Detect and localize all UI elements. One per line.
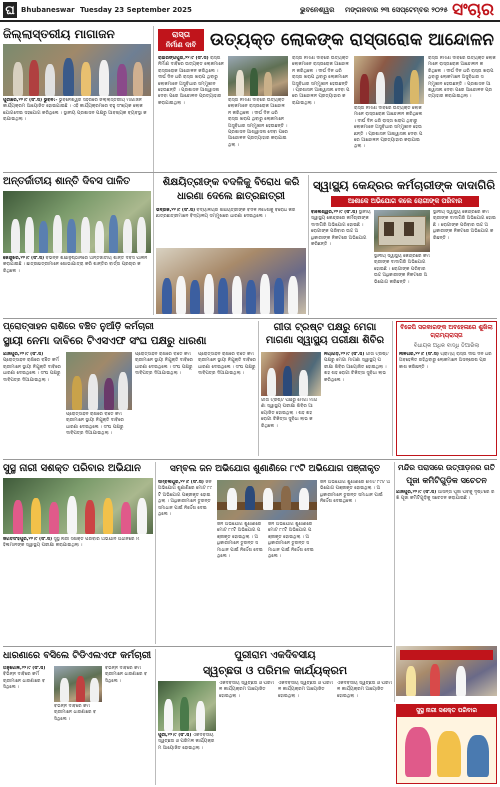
article-1-photo	[3, 44, 151, 96]
article-5-body-col1	[311, 210, 371, 314]
article-4-body	[156, 208, 306, 246]
article-2-body-col2: ରାସ୍ତା ନିର୍ମାଣ ଦାବିରେ ଉତ୍ୟକ୍ତ ଲୋକମାନେ ରାସ୍ତାରୋକ ଆନ୍ଦୋଳନ କରିଥିଲେ । ଦୀର୍ଘ ଦିନ ଧରି ରାସ୍ତା ଖରାପ ଥିବାରୁ ଲୋକମାନେ ଅସୁବିଧାର ସମ୍ମୁଖୀନ ହେଉଛନ୍ତି । ପ୍ରଶାସନ ଆଶ୍ୱାସନା ଦେବା ପରେ ଆନ୍ଦୋଳନ ପ୍ରତ୍ୟାହାର କରାଯାଇଥିଲା ।	[228, 98, 288, 148]
section-divider	[3, 646, 392, 647]
article-6-headline-1: ପ୍ରୋତ୍ସାହନ ରାଶିରେ ବଞ୍ଚିତ ନୁଆଁଡ଼ି କର୍ମଚାରୀ	[3, 322, 154, 332]
body-text: ବିଭିନ୍ନ ଶିକ୍ଷାନୁଷ୍ଠାନରେ ଅନ୍ତର୍ଜାତୀୟ ଶାନ୍ତି ଦିବସ ପାଳନ କରାଯାଇଛି । ଛାତ୍ରଛାତ୍ରୀମାନେ ଶୋଭାଯାତ୍ରା କରି ଶାନ୍ତିର ବାର୍ତ୍ତା ପ୍ରଚାର କରିଥିଲେ ।	[3, 256, 148, 274]
column-divider	[155, 649, 156, 785]
body-text: ଜନ ଅଭିଯୋଗ ଶୁଣାଣିରେ ମୋଟ ୮୯ଟି ଅଭିଯୋଗ ପଞ୍ଜୀକୃତ ହୋଇଥିଲା । ଅଧିକାରୀମାନେ ତୁରନ୍ତ ସମାଧାନ ପାଇଁ ନିର୍ଦ୍ଦେଶ ଦେଇଥିଲେ ।	[158, 480, 213, 518]
column-divider	[308, 175, 309, 315]
article-13-body-col2: ଏକଦିବସୀୟ ସ୍ୱଚ୍ଛତା ଓ ପରିମଳ କାର୍ଯ୍ୟକ୍ରମ ଆୟୋଜିତ ହୋଇଥିଲା ।	[219, 681, 274, 699]
article-3-body	[3, 256, 151, 314]
body-text: ଏକଦିବସୀୟ ସ୍ୱଚ୍ଛତା ଓ ପରିମଳ କାର୍ଯ୍ୟକ୍ରମ ଆୟୋଜିତ ହୋଇଥିଲା ।	[158, 733, 215, 751]
article-2-headline: ଉତ୍ୟକ୍ତ ଲୋକଙ୍କ ରାସ୍ତାରୋକ ଆନ୍ଦୋଳନ	[210, 30, 494, 50]
column-divider	[153, 175, 154, 315]
body-text: ପ୍ରୋତ୍ସାହନ ରାଶିରେ ବଞ୍ଚିତ କର୍ମଚାରୀମାନେ ସ୍ଥାୟୀ ନିଯୁକ୍ତି ଦାବିରେ ଧାରଣା ଦେଇଥିଲେ । ସଂଘ ପକ୍ଷରୁ ଦାବିପତ୍ର ଦିଆଯାଇଥିଲା ।	[3, 358, 61, 383]
article-12-headline: ଧାରଣାରେ ବସିଲେ ଟିଡିଏଲଏଫ କର୍ମଚାରୀ	[3, 650, 152, 661]
article-2-photo-1	[228, 56, 288, 96]
article-3-photo	[3, 191, 151, 253]
article-4-photo	[156, 248, 306, 314]
dateline: ଭଦ୍ରକ,୨୨।୯ (ସଂ.ସ)	[156, 208, 196, 213]
english-date: Tuesday 23 September 2025	[80, 6, 192, 14]
article-7-photo	[261, 352, 321, 396]
article-11-headline: ସମ୍ବଲ ଜନ ଅଭିଯୋଗ ଶୁଣାଣିରେ ୮୯ଟି ଅଭିଯୋଗ ପଞ୍ଜୀକୃତ	[169, 464, 381, 474]
article-13-body-col4: ଏକଦିବସୀୟ ସ୍ୱଚ୍ଛତା ଓ ପରିମଳ କାର୍ଯ୍ୟକ୍ରମ ଆୟୋଜିତ ହୋଇଥିଲା ।	[337, 681, 392, 699]
dateline: ବାଲେଶ୍ୱର,୨୨।୯ (ସଂ.ସ)	[311, 210, 358, 215]
article-2-body-col1	[158, 56, 224, 166]
dateline: ରାଇରଙ୍ଗପୁର,୨୨।୯ (ସଂ.ସ)	[158, 56, 209, 61]
article-9-body	[396, 490, 497, 642]
dateline: ଯାଜପୁର,୨୨।୯ (ସଂ.ସ)	[396, 490, 437, 495]
article-6-body-col1	[3, 352, 63, 456]
section-divider	[3, 318, 497, 319]
article-7-headline-1: ଗୀତା ଟ୍ରଷ୍ଟ ପକ୍ଷରୁ ମେଗା	[273, 322, 377, 333]
article-9-headline-1: ମନ୍ଦିର ପରାସରେ ଉତ୍ପୀଡ଼ନର ଗତି	[397, 463, 496, 472]
article-6-body-col4: ପ୍ରୋତ୍ସାହନ ରାଶିରେ ବଞ୍ଚିତ କର୍ମଚାରୀମାନେ ସ୍ଥାୟୀ ନିଯୁକ୍ତି ଦାବିରେ ଧାରଣା ଦେଇଥିଲେ । ସଂଘ ପକ୍ଷରୁ ଦାବିପତ୍ର ଦିଆଯାଇଥିଲା ।	[198, 352, 256, 377]
body-text: ସୁସ୍ଥ ନାରୀ ସଶକ୍ତ ପରିବାର ଅଭିଯାନ ଅଧୀନରେ ମହିଳାମାନଙ୍କ ସ୍ୱାସ୍ଥ୍ୟ ପରୀକ୍ଷା କରାଯାଇଥିଲା ।	[3, 537, 140, 549]
tag-line-1: ରାସ୍ତା	[172, 30, 190, 39]
dateline: ଯାଜପୁର,୨୨।୯ (ସଂ.ସ)	[3, 352, 44, 357]
article-2-body-col5: ରାସ୍ତା ନିର୍ମାଣ ଦାବିରେ ଉତ୍ୟକ୍ତ ଲୋକମାନେ ରାସ୍ତାରୋକ ଆନ୍ଦୋଳନ କରିଥିଲେ । ଦୀର୍ଘ ଦିନ ଧରି ରାସ୍ତା ଖରାପ ଥିବାରୁ ଲୋକମାନେ ଅସୁବିଧାର ସମ୍ମୁଖୀନ ହେଉଛନ୍ତି । ପ୍ରଶାସନ ଆଶ୍ୱାସନା ଦେବା ପରେ ଆନ୍ଦୋଳନ ପ୍ରତ୍ୟାହାର କରାଯାଇଥିଲା ।	[428, 56, 496, 100]
column-divider	[155, 462, 156, 644]
article-5-subbanner: ଆଶାକେ ଅଭିଯୋଗ କଲେ ରୋଗୀଙ୍କ ପରିବାର	[331, 196, 479, 207]
article-5-body-col2: ସ୍ଥାନୀୟ ସ୍ୱାସ୍ଥ୍ୟ କେନ୍ଦ୍ରରେ କର୍ମଚାରୀଙ୍କ ଦାଦାଗିରି ଅଭିଯୋଗ ହୋଇଛି । ରୋଗୀଙ୍କ ପରିବାର ଉଚ୍ଚ ଅଧିକାରୀଙ୍କ ନିକଟରେ ଅଭିଯୋଗ କରିଛନ୍ତି ।	[374, 254, 430, 285]
article-5-photo	[374, 210, 430, 252]
page-number-badge: ଘ	[3, 2, 17, 18]
dateline: କେନ୍ଦୁଝର,୨୨।୯ (ସଂ.ସ)	[3, 256, 45, 261]
article-2-tag	[158, 29, 204, 51]
article-8-kicker: ବିଜେପି ସରକାରଙ୍କ ଅବହେଳାରେ ଶୁଖିଲା ଗ୍ରାମ୍ୟରାସ୍ତା	[400, 324, 493, 339]
article-12-body-col1	[3, 666, 51, 784]
section-divider	[3, 172, 497, 173]
newspaper-logo: ସଂଚାର	[452, 0, 494, 20]
headline-text: ଜିଲ୍ଲାସ୍ତରୀୟ ମାଗାଜନ	[3, 27, 115, 41]
article-9-headline-2: ପୂଜା କମିଟିଗୁଡ଼ିକ ସଚେତନ	[406, 476, 487, 485]
dateline: ନୀଳଗିରି,୨୨।୯ (ସଂ.ସ)	[399, 352, 439, 357]
article-8-body	[399, 352, 494, 452]
dateline: ଅନୁଗୋଳ,୨୨।୯ (ସଂ.ସ)	[3, 666, 46, 671]
article-1-headline	[3, 26, 151, 42]
ad-caption: ସୁସ୍ଥ ନାରୀ ସଶକ୍ତ ପରିବାର	[397, 705, 496, 717]
body-text: ଗୀତା ଟ୍ରଷ୍ଟ ପକ୍ଷରୁ ମେଗା ମାଗଣା ସ୍ୱାସ୍ଥ୍ୟ ପରୀକ୍ଷା ଶିବିର ଆୟୋଜିତ ହୋଇଥିଲା । ଶହ ଶହ ରୋଗୀ ଚିକିତ୍ସା ସୁବିଧା ଲାଭ କରିଥିଲେ ।	[324, 352, 389, 383]
article-11-body-col3: ଜନ ଅଭିଯୋଗ ଶୁଣାଣିରେ ମୋଟ ୮୯ଟି ଅଭିଯୋଗ ପଞ୍ଜୀକୃତ ହୋଇଥିଲା । ଅଧିକାରୀମାନେ ତୁରନ୍ତ ସମାଧାନ ପାଇଁ ନିର୍ଦ୍ଦେଶ ଦେଇଥିଲେ ।	[268, 522, 314, 560]
dateline: ପୁରୀରେ,୨୨।୯ (ସଂ.ସ) ଭୁବନ:-	[3, 98, 58, 103]
body-text: ଭୁବନେଶ୍ୱର ସହରରେ ଜିଲ୍ଲାସ୍ତରୀୟ ମାଗାଜନ କାର୍ଯ୍ୟକ୍ରମ ଆୟୋଜିତ ହୋଇଯାଇଛି । ଏହି କାର୍ଯ୍ୟକ୍ରମରେ ବହୁ ସଂଖ୍ୟକ ଲୋକ ଯୋଗଦେଇ ସହଯୋଗ କରିଥିଲେ । ସ୍ଥାନୀୟ ପ୍ରଶାସନ ପକ୍ଷରୁ ଆବଶ୍ୟକ ବ୍ୟବସ୍ଥା କରାଯାଇଥିଲା ।	[3, 98, 147, 123]
dateline: ନୟାଗଡ଼,୨୨।୯ (ସଂ.ସ)	[324, 352, 365, 357]
article-6-body-col3: ପ୍ରୋତ୍ସାହନ ରାଶିରେ ବଞ୍ଚିତ କର୍ମଚାରୀମାନେ ସ୍ଥାୟୀ ନିଯୁକ୍ତି ଦାବିରେ ଧାରଣା ଦେଇଥିଲେ । ସଂଘ ପକ୍ଷରୁ ଦାବିପତ୍ର ଦିଆଯାଇଥିଲା ।	[135, 352, 193, 377]
article-9-photo	[396, 646, 497, 696]
article-11-body-col1	[158, 480, 214, 642]
article-13-photo	[158, 681, 216, 731]
article-11-body-col2: ଜନ ଅଭିଯୋଗ ଶୁଣାଣିରେ ମୋଟ ୮୯ଟି ଅଭିଯୋଗ ପଞ୍ଜୀକୃତ ହୋଇଥିଲା । ଅଧିକାରୀମାନେ ତୁରନ୍ତ ସମାଧାନ ପାଇଁ ନିର୍ଦ୍ଦେଶ ଦେଇଥିଲେ ।	[217, 522, 263, 560]
article-3-headline: ଅନ୍ତର୍ଜାତୀୟ ଶାନ୍ତି ଦିବସ ପାଳିତ	[3, 176, 131, 187]
article-5-body-col3: ସ୍ଥାନୀୟ ସ୍ୱାସ୍ଥ୍ୟ କେନ୍ଦ୍ରରେ କର୍ମଚାରୀଙ୍କ ଦାଦାଗିରି ଅଭିଯୋଗ ହୋଇଛି । ରୋଗୀଙ୍କ ପରିବାର ଉଚ୍ଚ ଅଧିକାରୀଙ୍କ ନିକଟରେ ଅଭିଯୋଗ କରିଛନ୍ତି ।	[433, 210, 496, 241]
article-5-headline: ସ୍ୱାସ୍ଥ୍ୟ କେନ୍ଦ୍ରର କର୍ମଚାରୀଙ୍କ ଦାଦାଗିରି	[312, 178, 496, 192]
article-8-box	[396, 321, 497, 456]
column-divider	[258, 321, 259, 456]
article-12-photo	[54, 666, 102, 702]
article-13-body-col3: ଏକଦିବସୀୟ ସ୍ୱଚ୍ଛତା ଓ ପରିମଳ କାର୍ଯ୍ୟକ୍ରମ ଆୟୋଜିତ ହୋଇଥିଲା ।	[278, 681, 333, 699]
article-7-headline-2: ମାଗଣା ସ୍ୱାସ୍ଥ୍ୟ ପରୀକ୍ଷା ଶିବିର	[265, 335, 385, 346]
body-text: ସ୍ଥାନୀୟ ସ୍ୱାସ୍ଥ୍ୟ କେନ୍ଦ୍ରରେ କର୍ମଚାରୀଙ୍କ ଦାଦାଗିରି ଅଭିଯୋଗ ହୋଇଛି । ରୋଗୀଙ୍କ ପରିବାର ଉଚ୍ଚ ଅଧିକାରୀଙ୍କ ନିକଟରେ ଅଭିଯୋଗ କରିଛନ୍ତି ।	[311, 210, 371, 248]
tag-line-2: ନିର୍ମାଣ ଦାବି	[165, 41, 197, 49]
article-8-sub: ବିଧାୟକ ଅଧିକ ବାଦ୍ଧି ତିଆରିଲା	[413, 343, 480, 349]
article-7-body-col2	[324, 352, 389, 456]
odia-date: ମଙ୍ଗଳବାର ୨୩ ସେପ୍ଟେମ୍ବର ୨୦୨୫	[345, 6, 448, 14]
article-10-headline: ସୁସ୍ଥ ନାରୀ ସଶକ୍ତ ପରିବାର ଅଭିଯାନ	[3, 463, 141, 474]
odia-city: ଭୁବନେଶ୍ୱର	[300, 6, 335, 14]
article-13-body-col1	[158, 733, 216, 784]
article-2-body-col3: ରାସ୍ତା ନିର୍ମାଣ ଦାବିରେ ଉତ୍ୟକ୍ତ ଲୋକମାନେ ରାସ୍ତାରୋକ ଆନ୍ଦୋଳନ କରିଥିଲେ । ଦୀର୍ଘ ଦିନ ଧରି ରାସ୍ତା ଖରାପ ଥିବାରୁ ଲୋକମାନେ ଅସୁବିଧାର ସମ୍ମୁଖୀନ ହେଉଛନ୍ତି । ପ୍ରଶାସନ ଆଶ୍ୱାସନା ଦେବା ପରେ ଆନ୍ଦୋଳନ ପ୍ରତ୍ୟାହାର କରାଯାଇଥିଲା ।	[292, 56, 350, 106]
section-divider	[3, 459, 497, 460]
article-1-body	[3, 98, 151, 168]
city-label: Bhubaneswar	[21, 6, 75, 14]
body-text: ବିଭିନ୍ନ ଦାବିରେ କର୍ମଚାରୀମାନେ ଧାରଣାରେ ବସିଥିଲେ ।	[3, 672, 46, 691]
column-divider	[394, 462, 395, 702]
article-12-body-col3: ବିଭିନ୍ନ ଦାବିରେ କର୍ମଚାରୀମାନେ ଧାରଣାରେ ବସିଥିଲେ ।	[105, 666, 148, 684]
article-4-headline: ଶିକ୍ଷୟିତ୍ରୀଙ୍କ ବଦଳିକୁ ବିରୋଧ କରି ଧାରଣା ଦେଲେ ଛାତ୍ରଛାତ୍ରୀ	[162, 177, 300, 202]
dateline: ସମ୍ବଲପୁର,୨୨।୯ (ସଂ.ସ)	[158, 480, 204, 485]
advertisement	[396, 704, 497, 784]
article-10-photo	[3, 478, 153, 534]
dateline: ପୁରୀ,୨୨।୯ (ସଂ.ସ)	[158, 733, 192, 738]
article-6-body-col2: ପ୍ରୋତ୍ସାହନ ରାଶିରେ ବଞ୍ଚିତ କର୍ମଚାରୀମାନେ ସ୍ଥାୟୀ ନିଯୁକ୍ତି ଦାବିରେ ଧାରଣା ଦେଇଥିଲେ । ସଂଘ ପକ୍ଷରୁ ଦାବିପତ୍ର ଦିଆଯାଇଥିଲା ।	[66, 412, 124, 437]
article-7-body-col1: ଗୀତା ଟ୍ରଷ୍ଟ ପକ୍ଷରୁ ମେଗା ମାଗଣା ସ୍ୱାସ୍ଥ୍ୟ ପରୀକ୍ଷା ଶିବିର ଆୟୋଜିତ ହୋଇଥିଲା । ଶହ ଶହ ରୋଗୀ ଚିକିତ୍ସା ସୁବିଧା ଲାଭ କରିଥିଲେ ।	[261, 398, 318, 429]
column-divider	[392, 321, 393, 456]
article-11-photo	[217, 480, 317, 520]
body-text: ଗ୍ରାମ୍ୟ ରାସ୍ତା ଦୀର୍ଘ ଦିନ ଧରି ଅବହେଳିତ ରହିଥିବାରୁ ଲୋକମାନେ ଅସନ୍ତୋଷ ପ୍ରକାଶ କରିଛନ୍ତି ।	[399, 352, 492, 370]
body-text: ରାସ୍ତା ନିର୍ମାଣ ଦାବିରେ ଉତ୍ୟକ୍ତ ଲୋକମାନେ ରାସ୍ତାରୋକ ଆନ୍ଦୋଳନ କରିଥିଲେ । ଦୀର୍ଘ ଦିନ ଧରି ରାସ୍ତା ଖରାପ ଥିବାରୁ ଲୋକମାନେ ଅସୁବିଧାର ସମ୍ମୁଖୀନ ହେଉଛନ୍ତି । ପ୍ରଶାସନ ଆଶ୍ୱାସନା ଦେବା ପରେ ଆନ୍ଦୋଳନ ପ୍ରତ୍ୟାହାର କରାଯାଇଥିଲା ।	[158, 56, 224, 106]
article-2-photo-2	[354, 56, 424, 104]
article-2-body-col4: ରାସ୍ତା ନିର୍ମାଣ ଦାବିରେ ଉତ୍ୟକ୍ତ ଲୋକମାନେ ରାସ୍ତାରୋକ ଆନ୍ଦୋଳନ କରିଥିଲେ । ଦୀର୍ଘ ଦିନ ଧରି ରାସ୍ତା ଖରାପ ଥିବାରୁ ଲୋକମାନେ ଅସୁବିଧାର ସମ୍ମୁଖୀନ ହେଉଛନ୍ତି । ପ୍ରଶାସନ ଆଶ୍ୱାସନା ଦେବା ପରେ ଆନ୍ଦୋଳନ ପ୍ରତ୍ୟାହାର କରାଯାଇଥିଲା ।	[354, 106, 423, 150]
article-13-headline-2: ସ୍ୱଚ୍ଛତା ଓ ପରିମଳ କାର୍ଯ୍ୟକ୍ରମ	[202, 664, 348, 677]
article-11-body-col4: ଜନ ଅଭିଯୋଗ ଶୁଣାଣିରେ ମୋଟ ୮୯ଟି ଅଭିଯୋଗ ପଞ୍ଜୀକୃତ ହୋଇଥିଲା । ଅଧିକାରୀମାନେ ତୁରନ୍ତ ସମାଧାନ ପାଇଁ ନିର୍ଦ୍ଦେଶ ଦେଇଥିଲେ ।	[320, 480, 391, 505]
masthead	[0, 0, 500, 22]
body-text: ବିଦ୍ୟାଳୟର ଶିକ୍ଷୟିତ୍ରୀଙ୍କ ବଦଳି ନିର୍ଦ୍ଦେଶକୁ ବିରୋଧ କରି ଛାତ୍ରଛାତ୍ରୀମାନେ ବିଦ୍ୟାଳୟ ସମ୍ମୁଖରେ ଧାରଣା ଦେଇଥିଲେ ।	[156, 208, 296, 220]
body-text: ଆସନ୍ତା ପୂଜା ପର୍ବକୁ ଦୃଷ୍ଟିରେ ରଖି ପୂଜା କମିଟିଗୁଡ଼ିକୁ ସଚେତନ କରାଯାଇଛି ।	[396, 490, 495, 502]
article-13-headline-1: ପୁରୀରାମ ଏକଦିବସୀୟ	[234, 650, 316, 661]
dateline: ଜଗତସିଂହପୁର,୨୨।୯ (ସଂ.ସ)	[3, 537, 53, 542]
article-6-headline-2: ସ୍ଥାୟୀ ନେମା ଦାବିରେ ଟିଏସଏଫ ସଂଘ ପକ୍ଷରୁ ଧାରଣା	[3, 335, 207, 347]
article-6-photo	[66, 352, 132, 410]
article-10-body	[3, 537, 153, 642]
article-12-body-col2: ବିଭିନ୍ନ ଦାବିରେ କର୍ମଚାରୀମାନେ ଧାରଣାରେ ବସିଥିଲେ ।	[54, 704, 97, 722]
